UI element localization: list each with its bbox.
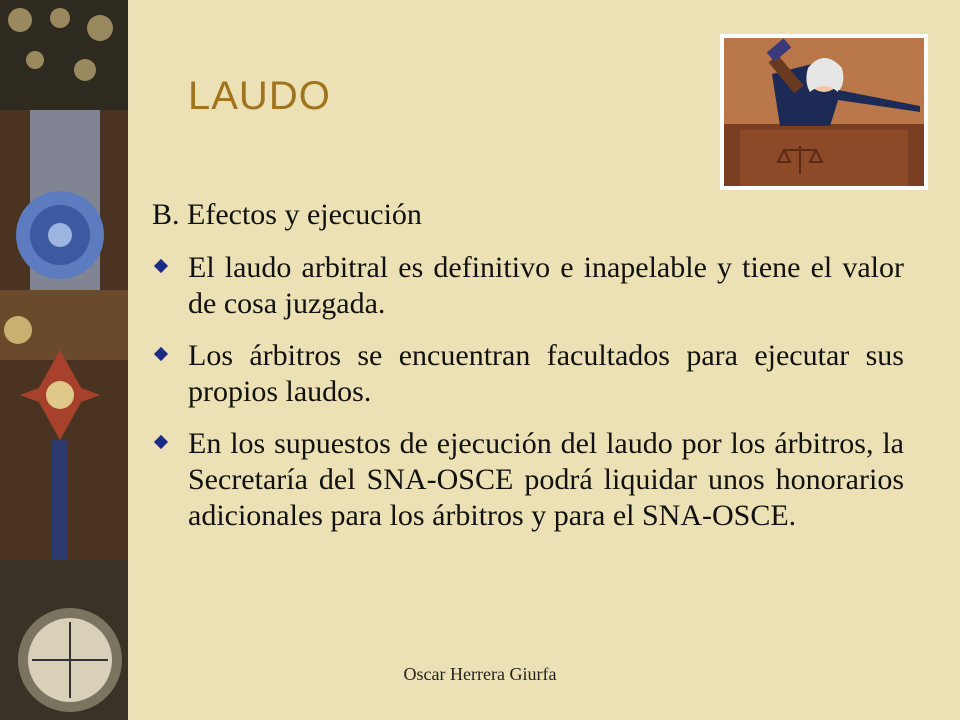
section-heading: B. Efectos y ejecución — [152, 198, 422, 231]
bullet-text: Los árbitros se encuentran facultados para ejecutar sus propios laudos. — [188, 339, 904, 408]
bullet-item — [152, 338, 904, 410]
diamond-bullet-icon — [154, 347, 168, 361]
decorative-photo-strip — [0, 0, 128, 720]
bullet-text: El laudo arbitral es definitivo e inapelable y tiene el valor de cosa juzgada. — [188, 251, 904, 320]
bullet-list — [152, 250, 904, 534]
slide-title: LAUDO — [188, 74, 331, 118]
judge-clipart-image — [720, 34, 928, 190]
footer-author: Oscar Herrera Giurfa — [403, 664, 557, 684]
diamond-bullet-icon — [154, 435, 168, 449]
bullet-item — [152, 250, 904, 322]
bullet-text: En los supuestos de ejecución del laudo por los árbitros, la Secretaría del SNA-OSCE podrá liquidar unos honorarios adicionales para los árbitros y para el SNA-OSCE. — [188, 427, 904, 532]
diamond-bullet-icon — [154, 259, 168, 273]
bullet-item — [152, 426, 904, 534]
medal-compass-photo-image — [0, 0, 128, 720]
